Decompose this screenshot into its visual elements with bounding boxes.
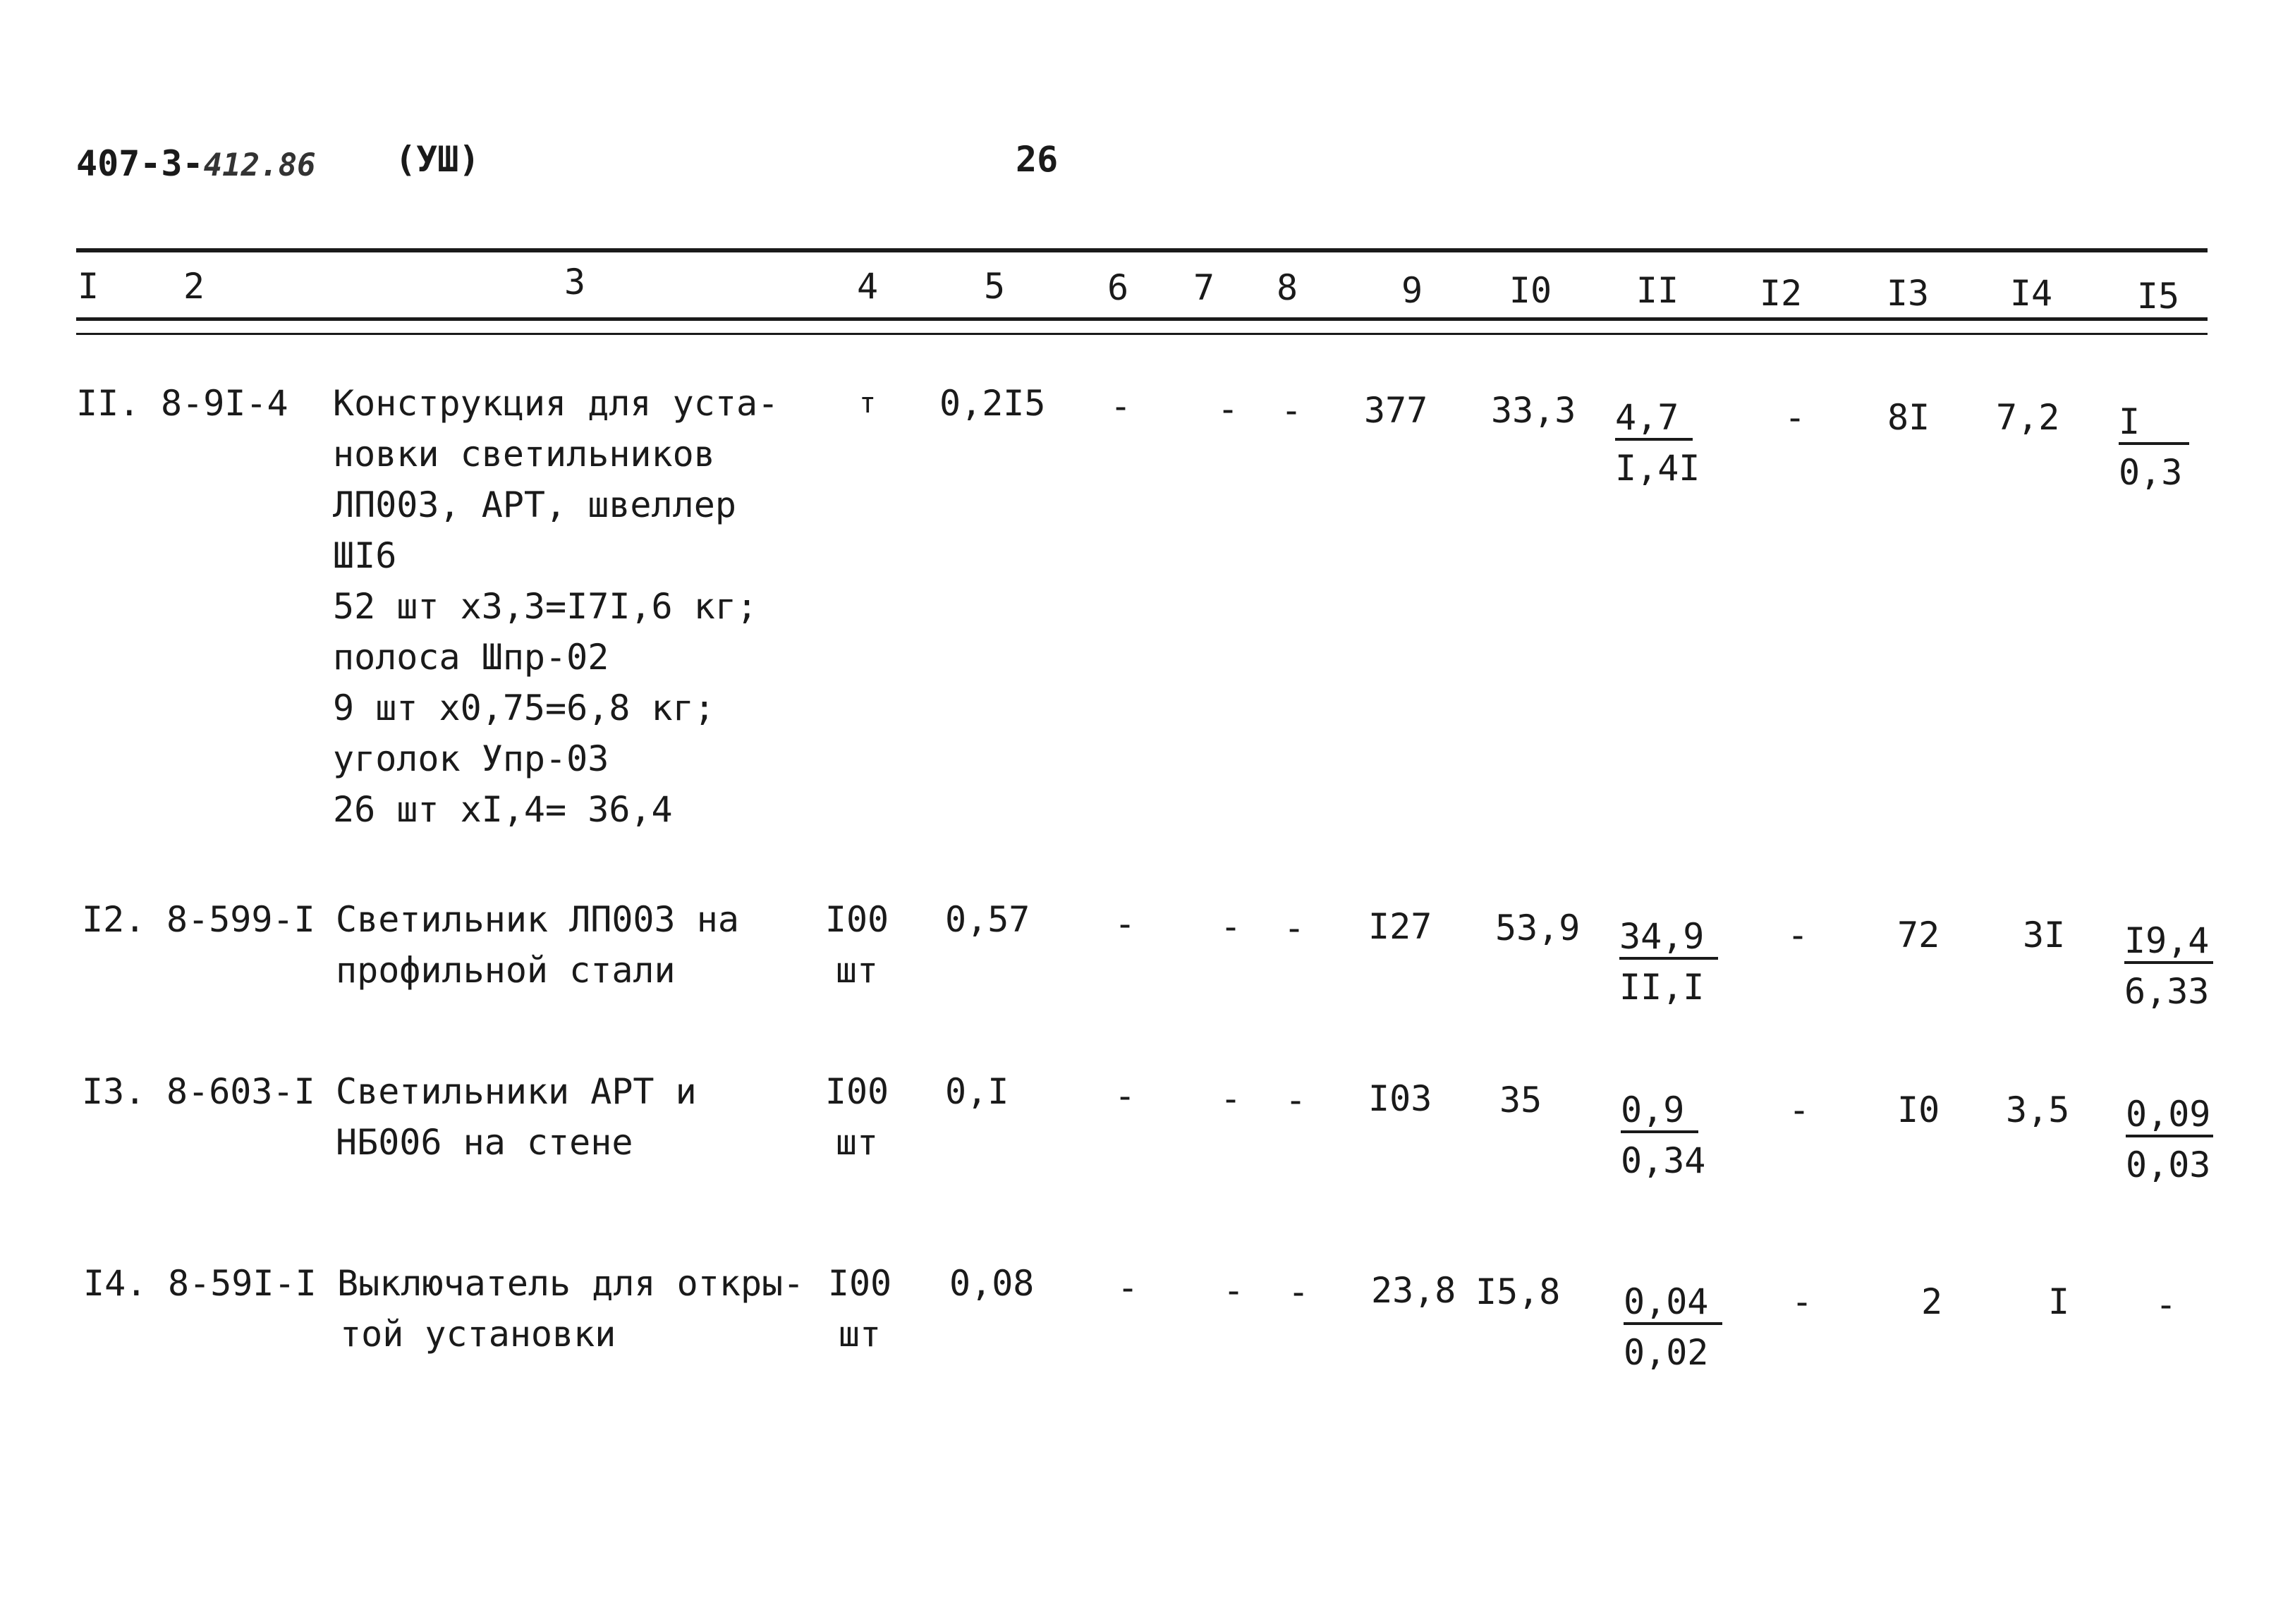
- unit-line: шт: [835, 1122, 879, 1163]
- description-line: полоса Шпр-02: [333, 637, 609, 678]
- fraction-numerator: 34,9: [1619, 916, 1718, 960]
- row-quantity: 0,08: [949, 1263, 1035, 1304]
- row-col11-fraction: [1615, 392, 1700, 494]
- row-number: I2.: [82, 899, 146, 940]
- row-col14: 7,2: [1996, 397, 2060, 438]
- column-header: I0: [1509, 270, 1552, 311]
- description-line: 26 шт хI,4= 36,4: [333, 789, 673, 830]
- row-unit: [821, 1258, 899, 1360]
- row-col14: I: [2048, 1281, 2070, 1322]
- row-col6: -: [1110, 386, 1132, 427]
- unit-line: шт: [835, 950, 879, 991]
- fraction-denominator: 0,34: [1621, 1140, 1706, 1181]
- row-col8: -: [1284, 908, 1305, 948]
- row-col9: 377: [1364, 390, 1428, 431]
- description-line: новки светильников: [333, 434, 715, 475]
- row-unit: [818, 1066, 896, 1168]
- description-line: той установки: [340, 1314, 616, 1355]
- row-col6: -: [1117, 1267, 1139, 1308]
- row-quantity: 0,2I5: [939, 383, 1046, 424]
- row-unit: [818, 894, 896, 996]
- row-col12: -: [1791, 1281, 1813, 1322]
- row-col15-fraction: [2126, 1089, 2213, 1190]
- fraction-numerator: 4,7: [1615, 397, 1693, 441]
- description-line: ШI6: [333, 535, 397, 576]
- row-quantity: 0,57: [945, 899, 1030, 940]
- row-code: 8-603-I: [166, 1071, 315, 1112]
- document-code-printed: 407-3-: [76, 143, 204, 184]
- row-col14: 3,5: [2006, 1089, 2070, 1130]
- row-col11-fraction: [1624, 1276, 1722, 1378]
- table-header-rule-2: [76, 333, 2208, 335]
- row-number: I3.: [82, 1071, 146, 1112]
- description-line: ЛП003, АРТ, швеллер: [333, 484, 736, 525]
- row-col10: 35: [1499, 1080, 1542, 1121]
- column-header: I3: [1886, 273, 1930, 314]
- row-col7: -: [1223, 1270, 1245, 1311]
- fraction-denominator: I,4I: [1615, 448, 1700, 489]
- column-header: 5: [983, 266, 1006, 307]
- row-col15-fraction: [2119, 396, 2189, 498]
- fraction-denominator: II,I: [1619, 967, 1705, 1008]
- row-col11-fraction: [1621, 1085, 1705, 1186]
- row-col14: 3I: [2023, 915, 2066, 956]
- description-line: 52 шт х3,3=I7I,6 кг;: [333, 586, 758, 627]
- row-description: [336, 894, 739, 996]
- column-header: I: [77, 266, 99, 307]
- row-unit: т: [859, 387, 877, 420]
- fraction-numerator: I9,4: [2124, 920, 2213, 964]
- row-col13: 2: [1921, 1281, 1943, 1322]
- table-top-rule: [76, 248, 2208, 252]
- row-col7: -: [1220, 1078, 1242, 1119]
- section-mark: (УШ): [395, 139, 480, 180]
- column-header: I5: [2136, 276, 2180, 317]
- column-header: 8: [1276, 267, 1298, 308]
- row-col13: 8I: [1887, 397, 1930, 438]
- row-col7: -: [1220, 906, 1242, 947]
- row-col6: -: [1114, 1075, 1136, 1116]
- unit-line: I00: [824, 899, 889, 940]
- row-number: I4.: [83, 1263, 147, 1304]
- row-col9: I27: [1368, 906, 1432, 947]
- fraction-numerator: 0,04: [1624, 1281, 1722, 1325]
- row-col11-fraction: [1619, 911, 1718, 1013]
- unit-line: шт: [838, 1314, 882, 1355]
- column-header: 3: [564, 262, 586, 303]
- fraction-denominator: 0,03: [2126, 1144, 2211, 1185]
- column-header: 6: [1107, 267, 1129, 308]
- description-line: Светильник ЛП003 на: [336, 899, 739, 940]
- description-line: 9 шт х0,75=6,8 кг;: [333, 688, 715, 728]
- page-number: 26: [1016, 139, 1059, 180]
- row-col12: -: [1789, 1089, 1810, 1130]
- description-line: профильной стали: [336, 950, 676, 991]
- description-line: Конструкция для уста-: [333, 383, 779, 424]
- column-header: 9: [1401, 270, 1423, 311]
- row-description: [336, 1066, 697, 1168]
- column-header: 2: [183, 266, 205, 307]
- fraction-numerator: 0,09: [2126, 1094, 2213, 1137]
- row-number: II.: [76, 383, 140, 424]
- row-col8: -: [1285, 1080, 1307, 1121]
- column-header: I2: [1759, 273, 1803, 314]
- description-line: Выключатель для откры-: [337, 1263, 805, 1304]
- column-header: 4: [856, 266, 879, 307]
- fraction-numerator: I: [2119, 401, 2189, 445]
- row-code: 8-9I-4: [161, 383, 288, 424]
- fraction-denominator: 0,3: [2119, 452, 2183, 493]
- row-col6: -: [1114, 903, 1136, 944]
- row-col7: -: [1217, 389, 1239, 429]
- column-header: II: [1636, 270, 1679, 311]
- row-col15: -: [2155, 1284, 2177, 1325]
- row-col9: 23,8: [1371, 1270, 1456, 1311]
- row-col8: -: [1288, 1271, 1310, 1312]
- row-col8: -: [1281, 390, 1303, 431]
- row-col10: I5,8: [1475, 1271, 1561, 1312]
- document-code-handwritten: 412.86: [203, 147, 316, 183]
- fraction-denominator: 0,02: [1624, 1332, 1709, 1373]
- document-code: [76, 138, 316, 191]
- row-code: 8-59I-I: [168, 1263, 317, 1304]
- row-code: 8-599-I: [166, 899, 315, 940]
- row-col13: 72: [1897, 915, 1940, 956]
- row-col10: 53,9: [1495, 908, 1581, 948]
- description-line: НБ006 на стене: [336, 1122, 633, 1163]
- unit-line: I00: [827, 1263, 892, 1304]
- row-col15-fraction: [2124, 915, 2213, 1017]
- row-col9: I03: [1368, 1078, 1432, 1119]
- row-description: [337, 1258, 804, 1360]
- fraction-denominator: 6,33: [2124, 971, 2210, 1012]
- row-col12: -: [1787, 915, 1809, 956]
- description-line: Светильники АРТ и: [336, 1071, 697, 1112]
- column-header: 7: [1193, 267, 1215, 308]
- row-quantity: 0,I: [945, 1071, 1009, 1112]
- fraction-numerator: 0,9: [1621, 1089, 1698, 1133]
- row-col10: 33,3: [1491, 390, 1576, 431]
- row-description: [333, 378, 779, 835]
- row-col12: -: [1784, 397, 1806, 438]
- unit-line: I00: [824, 1071, 889, 1112]
- column-header: I4: [2009, 273, 2053, 314]
- description-line: уголок Упр-03: [333, 738, 609, 779]
- row-col13: I0: [1897, 1089, 1940, 1130]
